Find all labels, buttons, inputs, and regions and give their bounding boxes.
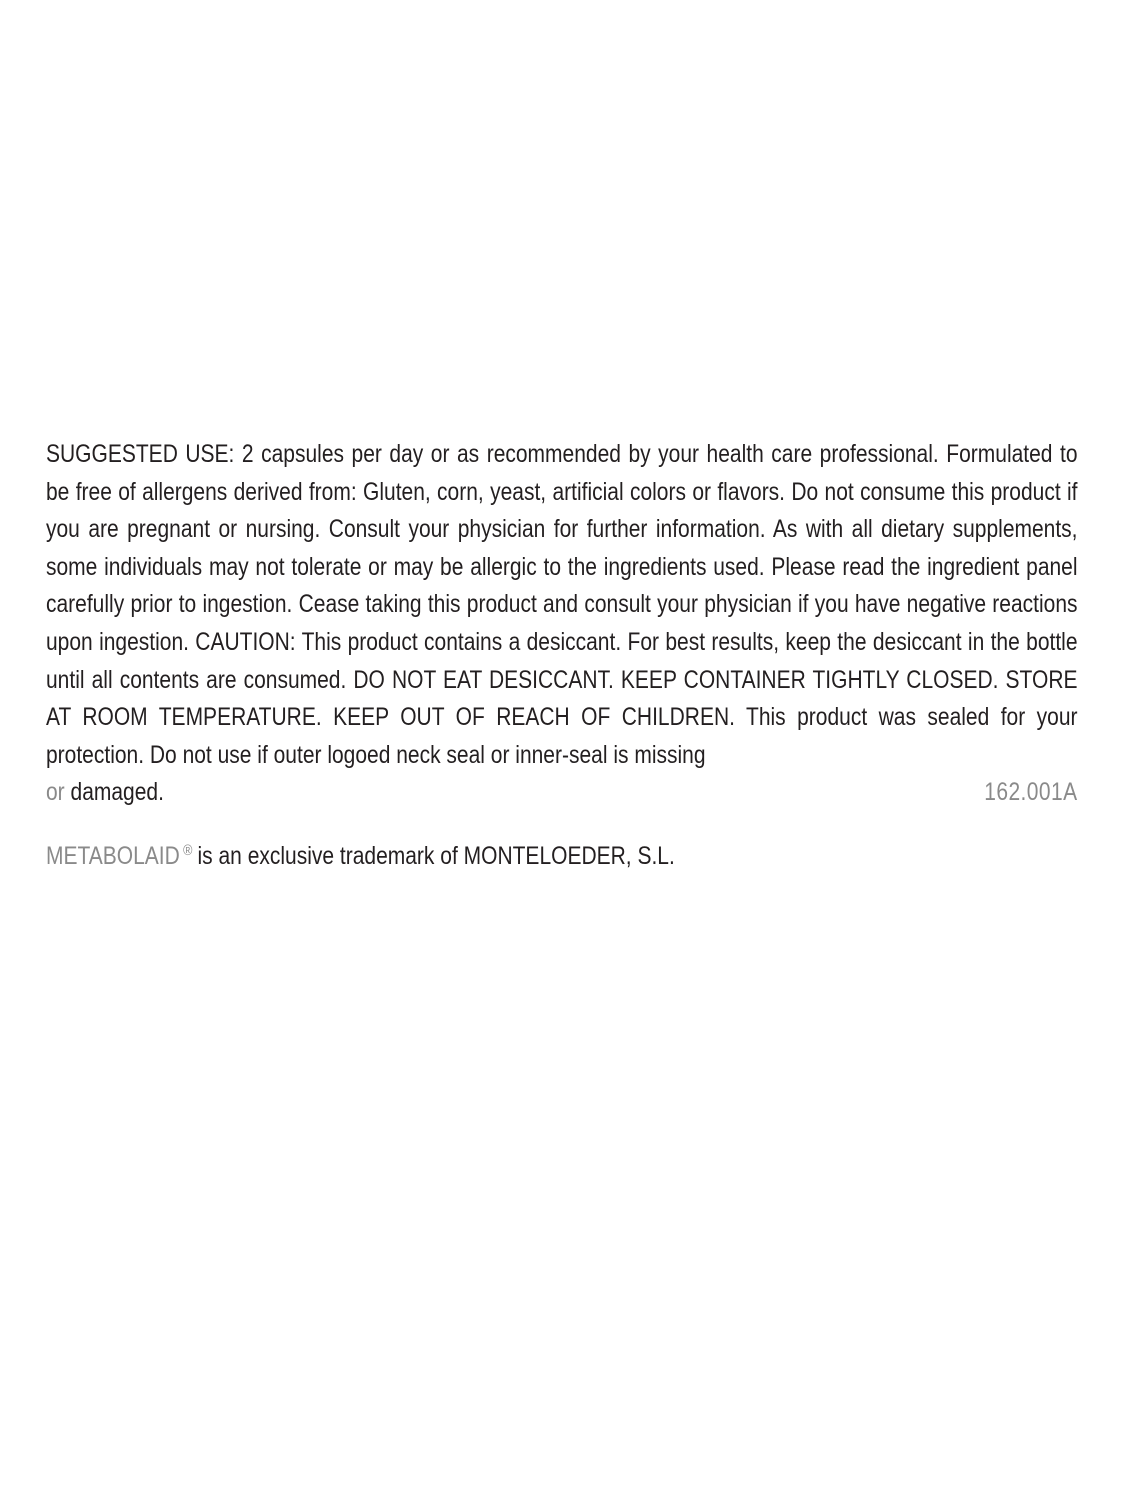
label-panel: [46, 436, 1078, 870]
last-line-text: [46, 774, 164, 812]
trademark-text: is an exclusive trademark of MONTELOEDER, S.L.: [197, 841, 675, 870]
trademark-statement: [46, 832, 1078, 876]
brand-name: METABOLAID: [46, 841, 180, 870]
last-line: [46, 774, 1078, 812]
last-line-word: damaged.: [70, 778, 164, 807]
suggested-use-paragraph: SUGGESTED USE: 2 capsules per day or as recommended by your health care professional. Formulated to be free of allergens derived from: Gluten, corn, yeast, artificial colors or flavors. Do not consume this product if you are pregnant or nursing. Consult your physician for further information. As with all dietary supplements, some individuals may not tolerate or may be allergic to the ingredients used. Please read the ingredient panel carefully prior to ingestion. Cease taking this product and consult your physician if you have negative reactions upon ingestion. CAUTION: This product contains a desiccant. For best results, keep the desiccant in the bottle until all contents are consumed. DO NOT EAT DESICCANT. KEEP CONTAINER TIGHTLY CLOSED. STORE AT ROOM TEMPERATURE. KEEP OUT OF REACH OF CHILDREN. This product was sealed for your protection. Do not use if outer logoed neck seal or inner-seal is missing: [46, 440, 1078, 769]
lot-code: 162.001A: [984, 778, 1078, 807]
last-line-prefix: or: [46, 778, 65, 807]
registered-symbol: ®: [183, 841, 193, 859]
